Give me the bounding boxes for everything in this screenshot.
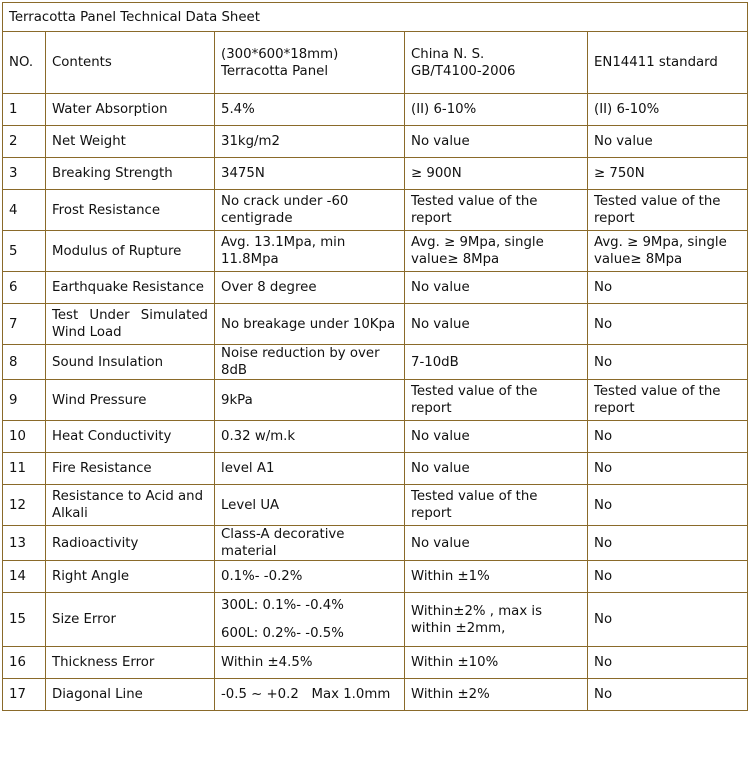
table-row (3, 526, 748, 561)
row-en-value: No (588, 272, 748, 304)
row-en-value: Avg. ≥ 9Mpa, single value≥ 8Mpa (588, 231, 748, 272)
row-panel-value: Over 8 degree (215, 272, 405, 304)
row-china-value: Within ±2% (405, 679, 588, 711)
row-contents: Net Weight (46, 126, 215, 158)
row-panel-value: 31kg/m2 (215, 126, 405, 158)
row-contents: Frost Resistance (46, 190, 215, 231)
row-panel-value: Within ±4.5% (215, 647, 405, 679)
row-contents: Diagonal Line (46, 679, 215, 711)
row-no: 13 (3, 526, 46, 561)
table-row (3, 345, 748, 380)
row-no: 11 (3, 453, 46, 485)
row-no: 15 (3, 593, 46, 647)
row-panel-value: 3475N (215, 158, 405, 190)
row-no: 1 (3, 94, 46, 126)
row-contents: Breaking Strength (46, 158, 215, 190)
table-row (3, 679, 748, 711)
row-panel-value: level A1 (215, 453, 405, 485)
row-en-value: No (588, 561, 748, 593)
row-china-value: No value (405, 453, 588, 485)
table-row (3, 485, 748, 526)
table-row (3, 647, 748, 679)
row-contents: Test Under Simulated Wind Load (46, 304, 215, 345)
row-panel-value: 0.32 w/m.k (215, 421, 405, 453)
row-en-value: No (588, 345, 748, 380)
row-panel-value: -0.5 ~ +0.2 Max 1.0mm (215, 679, 405, 711)
row-china-value: Avg. ≥ 9Mpa, single value≥ 8Mpa (405, 231, 588, 272)
row-panel-value: Avg. 13.1Mpa, min 11.8Mpa (215, 231, 405, 272)
row-en-value: Tested value of the report (588, 380, 748, 421)
row-no: 17 (3, 679, 46, 711)
size-error-600l: 600L: 0.2%- -0.5% (221, 626, 344, 641)
row-contents: Wind Pressure (46, 380, 215, 421)
size-error-300l: 300L: 0.1%- -0.4% (221, 598, 344, 613)
row-en-value: No (588, 304, 748, 345)
table-row (3, 380, 748, 421)
table-row (3, 593, 748, 647)
row-no: 7 (3, 304, 46, 345)
row-china-value: ≥ 900N (405, 158, 588, 190)
row-contents: Earthquake Resistance (46, 272, 215, 304)
row-no: 4 (3, 190, 46, 231)
row-no: 16 (3, 647, 46, 679)
technical-data-table (2, 2, 748, 711)
row-panel-value: 0.1%- -0.2% (215, 561, 405, 593)
header-china-standard: China N. S. GB/T4100-2006 (405, 32, 588, 94)
row-china-value: No value (405, 526, 588, 561)
row-contents: Size Error (46, 593, 215, 647)
row-en-value: No (588, 679, 748, 711)
row-china-value: No value (405, 421, 588, 453)
table-row (3, 304, 748, 345)
row-contents: Heat Conductivity (46, 421, 215, 453)
row-contents: Modulus of Rupture (46, 231, 215, 272)
header-row (3, 32, 748, 94)
row-panel-value: Level UA (215, 485, 405, 526)
table-row (3, 561, 748, 593)
row-contents: Resistance to Acid and Alkali (46, 485, 215, 526)
row-en-value: No (588, 593, 748, 647)
row-no: 2 (3, 126, 46, 158)
table-row (3, 126, 748, 158)
row-contents: Water Absorption (46, 94, 215, 126)
row-contents: Radioactivity (46, 526, 215, 561)
table-row (3, 94, 748, 126)
row-en-value: Tested value of the report (588, 190, 748, 231)
row-no: 3 (3, 158, 46, 190)
row-contents: Thickness Error (46, 647, 215, 679)
row-en-value: No (588, 421, 748, 453)
row-contents: Right Angle (46, 561, 215, 593)
row-no: 6 (3, 272, 46, 304)
row-en-value: No (588, 647, 748, 679)
table-row (3, 453, 748, 485)
table-row (3, 421, 748, 453)
row-china-value: Within±2% , max is within ±2mm, (405, 593, 588, 647)
row-china-value: Tested value of the report (405, 190, 588, 231)
row-no: 9 (3, 380, 46, 421)
row-panel-value (215, 593, 405, 647)
row-china-value: No value (405, 304, 588, 345)
table-title: Terracotta Panel Technical Data Sheet (3, 3, 748, 32)
row-panel-value: No breakage under 10Kpa (215, 304, 405, 345)
row-china-value: Tested value of the report (405, 485, 588, 526)
row-no: 12 (3, 485, 46, 526)
row-panel-value: Class-A decorative material (215, 526, 405, 561)
row-panel-value: 9kPa (215, 380, 405, 421)
row-china-value: Within ±10% (405, 647, 588, 679)
row-en-value: No (588, 526, 748, 561)
header-en-standard: EN14411 standard (588, 32, 748, 94)
row-china-value: No value (405, 272, 588, 304)
table-row (3, 158, 748, 190)
row-panel-value: No crack under -60 centigrade (215, 190, 405, 231)
table-row (3, 272, 748, 304)
row-no: 14 (3, 561, 46, 593)
row-contents: Fire Resistance (46, 453, 215, 485)
table-row (3, 231, 748, 272)
row-no: 10 (3, 421, 46, 453)
row-en-value: No value (588, 126, 748, 158)
row-no: 5 (3, 231, 46, 272)
row-en-value: (II) 6-10% (588, 94, 748, 126)
row-no: 8 (3, 345, 46, 380)
row-panel-value: 5.4% (215, 94, 405, 126)
row-china-value: 7-10dB (405, 345, 588, 380)
row-en-value: No (588, 485, 748, 526)
row-china-value: No value (405, 126, 588, 158)
row-contents: Sound Insulation (46, 345, 215, 380)
row-en-value: ≥ 750N (588, 158, 748, 190)
header-contents: Contents (46, 32, 215, 94)
row-china-value: Tested value of the report (405, 380, 588, 421)
header-no: NO. (3, 32, 46, 94)
header-panel: (300*600*18mm) Terracotta Panel (215, 32, 405, 94)
row-en-value: No (588, 453, 748, 485)
row-china-value: (II) 6-10% (405, 94, 588, 126)
title-row (3, 3, 748, 32)
row-panel-value: Noise reduction by over 8dB (215, 345, 405, 380)
table-row (3, 190, 748, 231)
row-china-value: Within ±1% (405, 561, 588, 593)
